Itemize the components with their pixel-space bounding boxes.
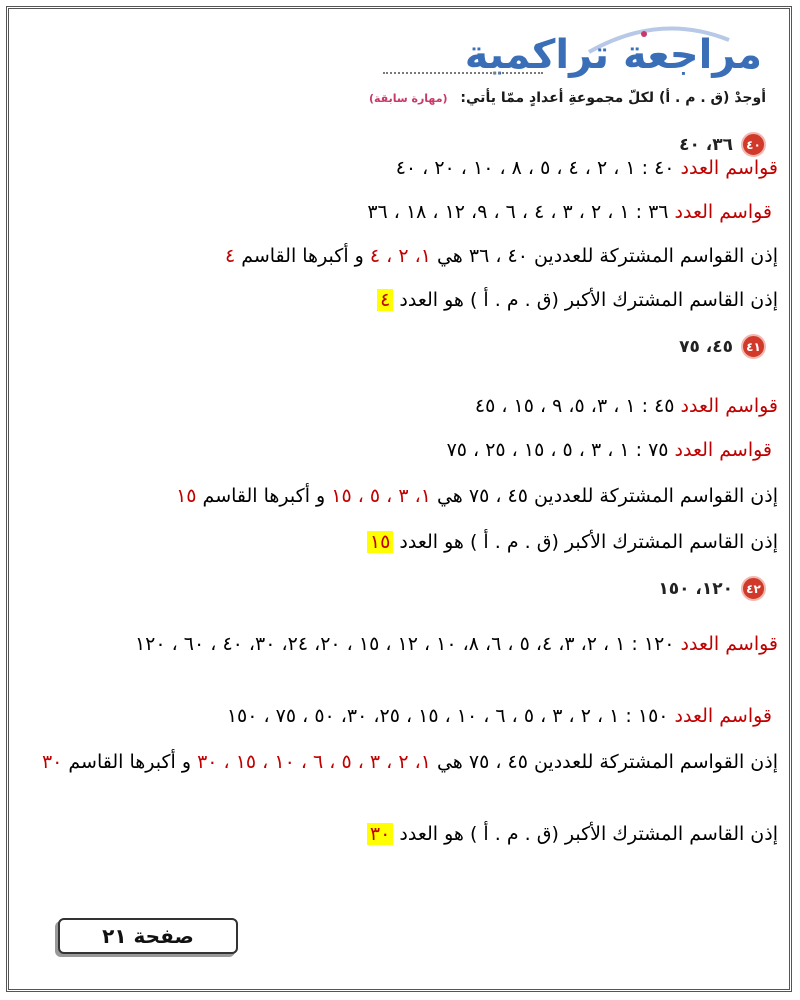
gcf-value-highlight: ١٥ [367, 531, 393, 553]
common-divisors-mid: و أكبرها القاسم [62, 751, 198, 773]
divisors-values: ١٢٠ : ١ ، ٢، ٣، ٤، ٥ ، ٦، ٨، ١٠ ، ١٢ ، ١٥ ، ٢٠، ٢٤، ٣٠، ٤٠ ، ٦٠ ، ١٢٠ [134, 633, 681, 655]
page-title: مراجعة تراكمية [464, 32, 762, 78]
divisors-label: قواسم العدد [680, 633, 778, 655]
common-divisors-values: ١، ٢ ، ٣ ، ٥ ، ٦ ، ١٠ ، ١٥ ، ٣٠ [197, 751, 431, 773]
divisors-values: ٧٥ : ١ ، ٣ ، ٥ ، ١٥ ، ٢٥ ، ٧٥ [446, 439, 675, 461]
problem-number-badge: ٤٠ [741, 132, 766, 157]
gcf-value-highlight: ٤ [377, 289, 393, 311]
gcf-line [22, 288, 778, 314]
common-divisors-max: ٤ [224, 245, 236, 267]
problem-header [679, 334, 766, 359]
page-number-label: صفحة ٢١ [58, 918, 238, 954]
header [22, 10, 778, 90]
common-divisors-values: ١، ٢ ، ٤ [369, 245, 431, 267]
instruction [22, 90, 766, 118]
divisors-label: قواسم العدد [674, 439, 772, 461]
instruction-text: أوجدْ (ق . م . أ) لكلّ مجموعةِ أعدادٍ ممّا يأتي: [460, 90, 766, 106]
common-divisors-line [22, 750, 778, 776]
gcf-prefix: إذن القاسم المشترك الأكبر (ق . م . أ ) هو العدد [393, 531, 778, 553]
divisors-line [22, 156, 778, 182]
problem-numbers: ٤٥، ٧٥ [679, 336, 733, 357]
divisors-label: قواسم العدد [680, 395, 778, 417]
common-divisors-mid: و أكبرها القاسم [235, 245, 370, 267]
common-divisors-prefix: إذن القواسم المشتركة للعددين ٤٥ ، ٧٥ هي [430, 485, 778, 507]
common-divisors-values: ١، ٣ ، ٥ ، ١٥ [331, 485, 431, 507]
problem-header [679, 132, 766, 157]
common-divisors-mid: و أكبرها القاسم [196, 485, 332, 507]
gcf-line [22, 530, 778, 556]
common-divisors-prefix: إذن القواسم المشتركة للعددين ٤٠ ، ٣٦ هي [430, 245, 778, 267]
divisors-label: قواسم العدد [674, 201, 772, 223]
divisors-values: ٤٠ : ١ ، ٢ ، ٤ ، ٥ ، ٨ ، ١٠ ، ٢٠ ، ٤٠ [395, 157, 681, 179]
skill-tag: (مهارة سابقة) [368, 92, 448, 105]
divisors-line [16, 200, 778, 226]
common-divisors-max: ٣٠ [41, 751, 63, 773]
title-dotted-line [383, 72, 543, 74]
common-divisors-prefix: إذن القواسم المشتركة للعددين ٤٥ ، ٧٥ هي [430, 751, 778, 773]
common-divisors-line [22, 484, 778, 510]
problem-number-badge: ٤١ [741, 334, 766, 359]
gcf-line [22, 822, 778, 848]
divisors-line [16, 704, 778, 730]
common-divisors-max: ١٥ [176, 485, 197, 507]
divisors-label: قواسم العدد [674, 705, 772, 727]
divisors-line [22, 632, 778, 658]
problem-numbers: ١٢٠، ١٥٠ [658, 578, 733, 599]
gcf-prefix: إذن القاسم المشترك الأكبر (ق . م . أ ) هو العدد [393, 823, 778, 845]
problem-numbers: ٣٦، ٤٠ [679, 134, 733, 155]
divisors-values: ١٥٠ : ١ ، ٢ ، ٣ ، ٥ ، ٦ ، ١٠ ، ١٥ ، ٢٥، ٣٠، ٥٠ ، ٧٥ ، ١٥٠ [226, 705, 675, 727]
divisors-label: قواسم العدد [680, 157, 778, 179]
problem-header [658, 576, 766, 601]
worksheet [22, 10, 778, 990]
divisors-line [22, 394, 778, 420]
problem-number-badge: ٤٢ [741, 576, 766, 601]
divisors-values: ٤٥ : ١ ، ٣، ٥، ٩ ، ١٥ ، ٤٥ [474, 395, 681, 417]
divisors-values: ٣٦ : ١ ، ٢ ، ٣ ، ٤ ، ٦ ، ٩، ١٢ ، ١٨ ، ٣٦ [367, 201, 675, 223]
divisors-line [16, 438, 778, 464]
common-divisors-line [22, 244, 778, 270]
gcf-value-highlight: ٣٠ [367, 823, 393, 845]
gcf-prefix: إذن القاسم المشترك الأكبر (ق . م . أ ) هو العدد [393, 289, 778, 311]
